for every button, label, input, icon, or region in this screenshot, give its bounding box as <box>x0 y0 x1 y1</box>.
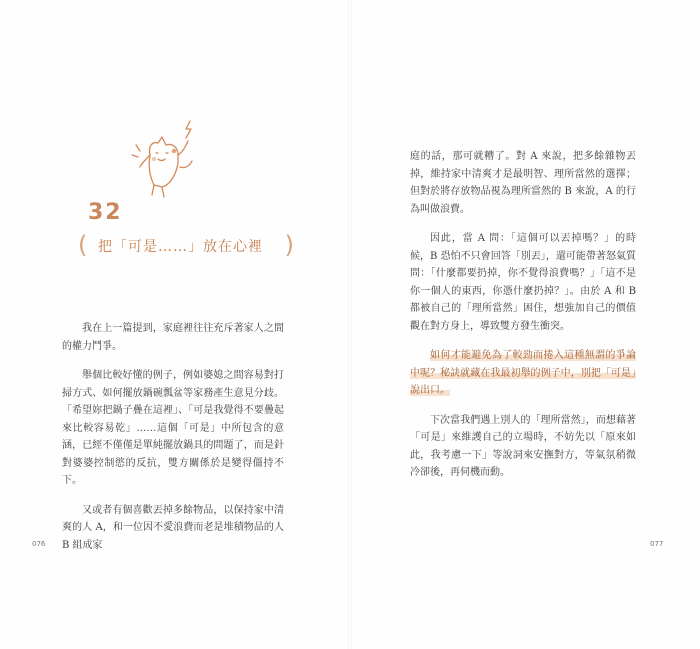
left-paren-ornament: ( <box>78 231 88 259</box>
highlighted-paragraph <box>410 347 636 400</box>
right-body-text <box>410 148 636 494</box>
chapter-title: 把「可是……」放在心裡 <box>98 239 263 255</box>
chapter-title-frame <box>78 231 294 260</box>
paragraph: 我在上一篇提到，家庭裡往往充斥著家人之間的權力鬥爭。 <box>62 323 284 352</box>
cat-illustration-icon <box>128 115 208 205</box>
paragraph: 因此，當 A 問：「這個可以丟掉嗎？」的時候，B 恐怕不只會回答「別丟」，還可能帶著怒氣質問：「什麼都要扔掉，你不覺得浪費嗎？」「這不是你一個人的東西，你憑什麼扔掉？」。由於 A 和 B 都被自己的「理所當然」困住，想強加自己的價值觀在對方身上，導致雙方發生衝突。 <box>410 233 636 332</box>
right-paren-ornament: ) <box>284 231 294 259</box>
left-body-text <box>62 320 284 566</box>
paragraph: 庭的話，那可就糟了。對 A 來說，把多餘雜物丟掉，維持家中清爽才是最明智、理所當然的選擇；但對於將存放物品視為理所當然的 B 來說，A 的行為叫做浪費。 <box>410 151 636 215</box>
page-number: 077 <box>650 540 664 548</box>
highlight-text: 如何才能避免為了較勁而捲入這種無謂的爭論中呢？秘訣就藏在我最初舉的例子中，別把「可是」說出口。 <box>410 350 636 396</box>
chapter-number: 32 <box>88 200 123 225</box>
right-page <box>350 0 700 649</box>
paragraph: 下次當我們遇上別人的「理所當然」，而想藉著「可是」來維護自己的立場時，不妨先以「原來如此，我考慮一下」等說詞來安撫對方，等氣氛稍微冷卻後，再伺機而動。 <box>410 414 636 478</box>
paragraph: 又或者有個喜歡丟掉多餘物品，以保持家中清爽的人 A，和一位因不愛浪費而老是堆積物品的人 B 組成家 <box>62 504 284 551</box>
page-number: 076 <box>32 540 46 548</box>
paragraph: 舉個比較好懂的例子，例如婆媳之間容易對打掃方式、如何擺放鍋碗瓢盆等家務產生意見分歧。「希望妳把鍋子疊在這裡」、「可是我覺得不要疊起來比較容易乾」……這個「可是」中所包含的意涵，已經不僅僅是單純擺放鍋具的問題了，而是針對婆婆控制慾的反抗，雙方關係於是變得僵持不下。 <box>62 370 284 486</box>
